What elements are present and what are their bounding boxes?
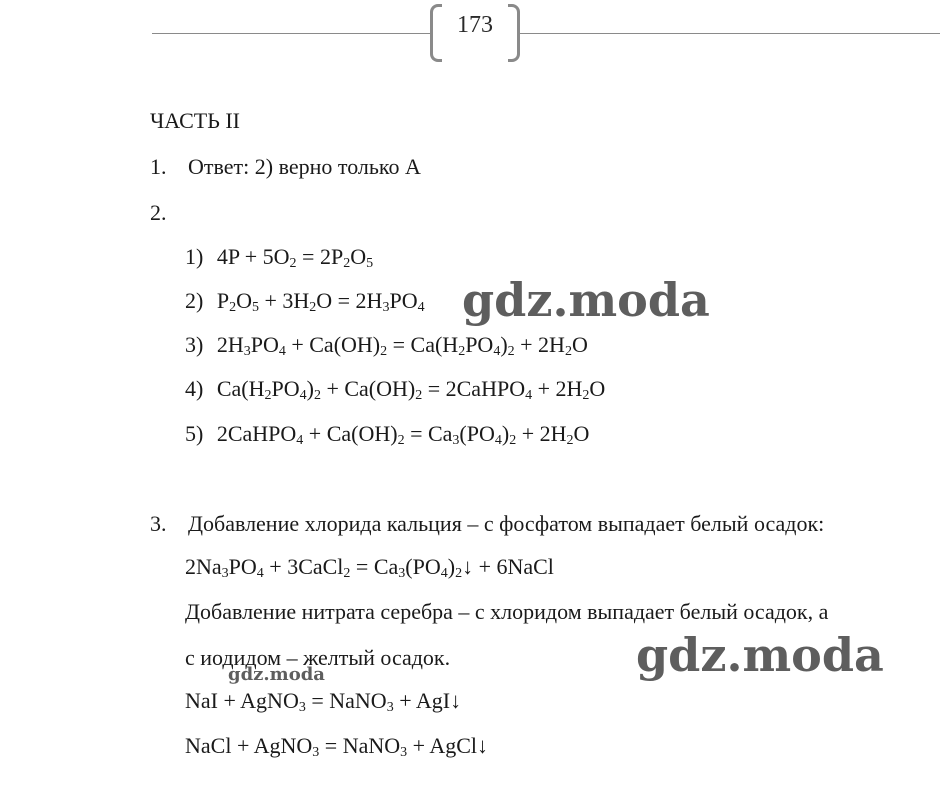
reaction-number: 3) [185, 332, 204, 357]
reaction-number: 4) [185, 376, 204, 401]
reaction-2 [185, 288, 425, 314]
page-number: 173 [457, 12, 493, 38]
answer-3-text-line-1: Добавление хлорида кальция – с фосфатом выпадает белый осадок: [188, 511, 825, 536]
header-rule-right [520, 33, 940, 34]
reaction-calcium-phosphate: $2Na_3PO_4$ + 3CaCl$_2$ = $Ca_3(PO_4)_2↓$ + 6NaCl [185, 554, 554, 581]
reaction-number: 2) [185, 288, 204, 313]
answer-3 [150, 511, 824, 537]
reaction-number: 5) [185, 421, 204, 446]
item-number: 1. [150, 154, 167, 179]
reaction-4 [185, 376, 605, 402]
reaction-number: 1) [185, 244, 204, 269]
answer-2-number: 2. [150, 200, 167, 225]
header-rule-left [152, 33, 430, 34]
reaction-silver-iodide: NaI + AgNO$_3$ = NaNO$_3$ + AgI↓ [185, 688, 462, 715]
reaction-silver-chloride: NaCl + AgNO$_3$ = NaNO$_3$ + AgCl↓ [185, 733, 489, 760]
watermark-middle: gdz.moda [636, 628, 884, 682]
answer-1 [150, 154, 421, 180]
reaction-3 [185, 332, 588, 358]
page-number-frame [430, 4, 520, 62]
reaction-equation: $P_2O_5 + 3H_2O = 2H_3PO_4$ [216, 288, 425, 315]
reaction-5 [185, 421, 589, 447]
answer-3-text-line-3: с иодидом – желтый осадок. [185, 645, 451, 670]
watermark-top: gdz.moda [462, 273, 710, 327]
reaction-equation: $Ca(H_2PO_4)_2 + Ca(OH)_2$ = 2CaHPO$_4$ + $2H_2O$ [216, 376, 606, 403]
reaction-equation: 2CaHPO$_4$ + $Ca(OH)_2 = Ca_3(PO_4)_2 + 2H_2O$ [216, 421, 590, 448]
watermark-small: gdz.moda [228, 664, 325, 685]
reaction-1 [185, 244, 373, 270]
reaction-equation: $2H_3PO_4 + Ca(OH)_2 = Ca(H_2PO_4)_2 + 2H_2O$ [216, 332, 588, 359]
reaction-equation: $4P + 5O_2 = 2P_2O_5$ [216, 244, 374, 271]
answer-3-text-line-2: Добавление нитрата серебра – с хлоридом выпадает белый осадок, а [185, 599, 829, 624]
section-title: ЧАСТЬ II [150, 108, 240, 133]
item-number: 3. [150, 511, 167, 536]
answer-text: Ответ: 2) верно только А [188, 154, 421, 179]
